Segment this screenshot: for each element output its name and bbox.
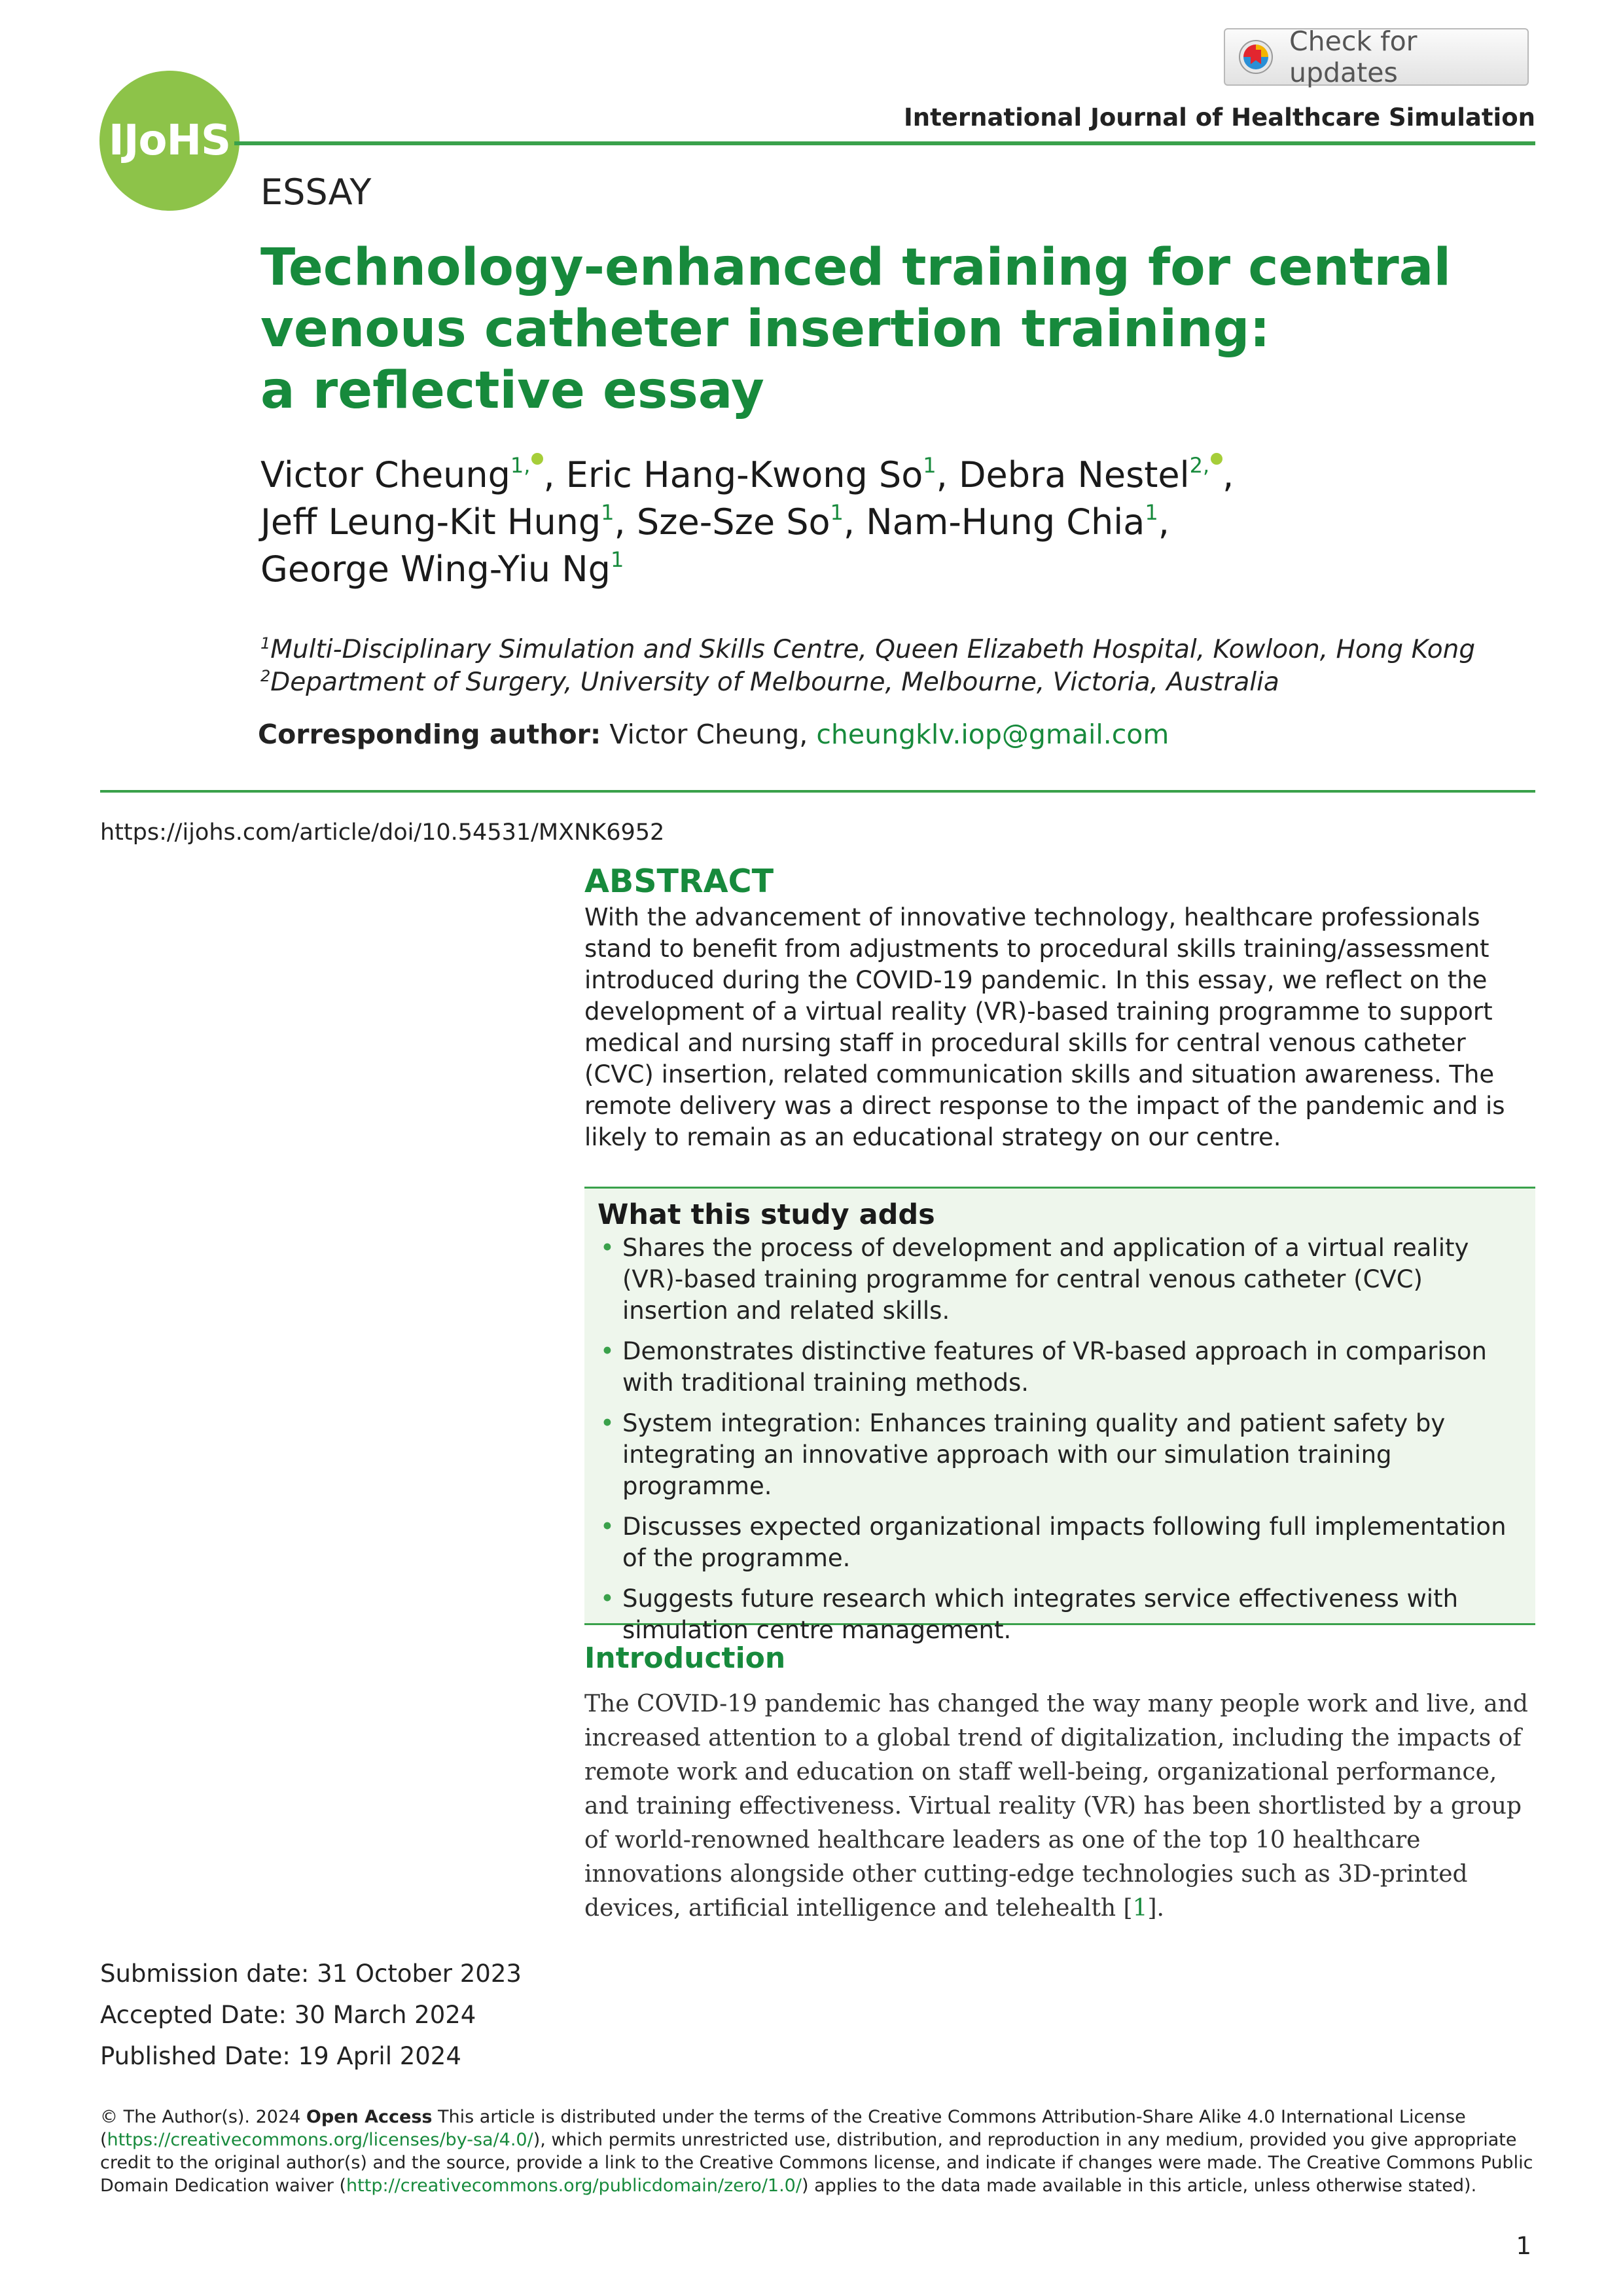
list-item: • Demonstrates distinctive features of VR-based approach in comparison with traditional training methods. [600,1337,1487,1397]
article-dates [100,1953,522,2077]
cc-license-link[interactable]: https://creativecommons.org/licenses/by-sa/4.0/ [107,2130,533,2150]
introduction-heading: Introduction [584,1641,786,1675]
header-rule [234,141,1535,145]
author-name[interactable]: Victor Cheung [260,454,510,495]
article-type: ESSAY [260,171,372,213]
author-name[interactable]: Debra Nestel [958,454,1190,495]
reference-link[interactable]: 1 [1132,1895,1148,1922]
affiliation-text: Multi-Disciplinary Simulation and Skills Centre, Queen Elizabeth Hospital, Kowloon, Hong Kong [270,635,1476,664]
accepted-date: Accepted Date: 30 March 2024 [100,2001,476,2029]
author-affiliation: 1, [510,453,531,478]
title-line: venous catheter insertion training: [260,300,1270,359]
author-affiliation: 1 [610,547,624,572]
list-item: • System integration: Enhances training quality and patient safety by integrating an innovative approach with our simulation training programme. [600,1409,1446,1500]
journal-logo [99,71,240,211]
bullet-icon: • [600,1585,615,1613]
affiliation-number: 1 [260,634,271,653]
author-name[interactable]: Eric Hang-Kwong So [565,454,923,495]
check-for-updates-label: Check for updates [1289,26,1418,88]
author-name[interactable]: Nam-Hung Chia [866,501,1145,543]
author-affiliation: 1 [1145,500,1158,525]
abstract-text: With the advancement of innovative technology, healthcare professionals stand to benefit from adjustments to procedural skills training/assessment introduced during the COVID-19 pandemic. In this essay, we reflect on the development of a virtual reality (VR)-based training programme to support medical and nursing staff in procedural skills for central venous catheter (CVC) insertion, related communication skills and situation awareness. The remote delivery was a direct response to the impact of the pandemic and is likely to remain as an educational strategy on our centre. [584,903,1505,1151]
title-line: Technology-enhanced training for central [260,238,1452,297]
journal-name: International Journal of Healthcare Simulation [903,103,1535,132]
section-rule [100,790,1535,793]
author-affiliation: 2, [1189,453,1210,478]
bullet-icon: • [600,1409,615,1437]
check-for-updates-button[interactable] [1224,28,1529,86]
study-adds-box [584,1187,1535,1644]
list-item: • Discusses expected organizational impacts following full implementation of the programme. [600,1513,1507,1572]
corresponding-email-link[interactable]: cheungklv.iop@gmail.com [816,719,1169,750]
page-number: 1 [1516,2232,1531,2260]
affiliation-number: 2 [260,667,271,685]
open-access-label: Open Access [306,2107,433,2127]
list-item: • Suggests future research which integrates service effectiveness with simulation centre management. [600,1585,1459,1644]
corresponding-label: Corresponding author: [258,719,601,750]
doi-link[interactable]: https://ijohs.com/article/doi/10.54531/MXNK6952 [100,819,665,846]
author-affiliation: 1 [923,453,936,478]
study-adds-heading: What this study adds [597,1198,935,1231]
published-date: Published Date: 19 April 2024 [100,2042,461,2070]
author-name[interactable]: Jeff Leung-Kit Hung [260,501,601,543]
author-list: Victor Cheung$^{1,}$ , Eric Hang-Kwong So$^1$, Debra Nestel$^{2,}$ , Jeff Leung-Kit Hung$^1$, Sze-Sze So$^1$, Nam-Hung Chia$^1$, George Wing-Yiu Ng$^1$ [260,453,1234,590]
article-title [260,237,1504,422]
orcid-icon[interactable] [531,453,543,465]
affiliation-text: Department of Surgery, University of Melbourne, Melbourne, Victoria, Australia [270,668,1279,697]
author-name[interactable]: Sze-Sze So [636,501,830,543]
title-line: a reflective essay [260,361,764,420]
logo-text: IJoHS [108,117,231,165]
corresponding-author [258,719,1169,750]
submission-date: Submission date: 31 October 2023 [100,1960,522,1988]
affiliation [260,668,1504,697]
affiliation [260,635,1504,664]
bullet-icon: • [600,1234,615,1262]
license-notice: © The Author(s). 2024 Open Access This article is distributed under the terms of the Creative Commons Attribution-Share Alike 4.0 International License (https://creativecommons.org/licenses/by-sa/4.0/), which permits unrestricted use, distribution, and reproduction in any medium, provided you give appropriate credit to the original author(s) and the source, provide a link to the Creative Commons license, and indicate if changes were made. The Creative Commons Public Domain Dedication waiver (http://creativecommons.org/publicdomain/zero/1.0/) applies to the data made available in this article, unless otherwise stated). [100,2107,1533,2196]
cc-zero-link[interactable]: http://creativecommons.org/publicdomain/zero/1.0/ [346,2176,802,2196]
author-affiliation: 1 [601,500,615,525]
introduction-text: The COVID-19 pandemic has changed the way many people work and live, and increased attention to a global trend of digitalization, including the impacts of remote work and education on staff well-being, organizational performance, and training effectiveness. Virtual reality (VR) has been shortlisted by a group of world-renowned healthcare leaders as one of the top 10 healthcare innovations alongside other cutting-edge technologies such as 3D-printed devices, artificial intelligence and telehealth [1]. [584,1691,1528,1922]
list-item: • Shares the process of development and application of a virtual reality (VR)-based training programme for central venous catheter (CVC) insertion and related skills. [600,1234,1469,1325]
orcid-icon[interactable] [1211,453,1222,465]
author-affiliation: 1 [830,500,844,525]
bullet-icon: • [600,1513,615,1541]
study-adds-list [597,1232,1520,1655]
author-name[interactable]: George Wing-Yiu Ng [260,548,611,590]
corresponding-name: Victor Cheung, [609,719,808,750]
bullet-icon: • [600,1337,615,1365]
abstract-heading: ABSTRACT [584,863,774,900]
crossmark-icon [1238,39,1274,75]
